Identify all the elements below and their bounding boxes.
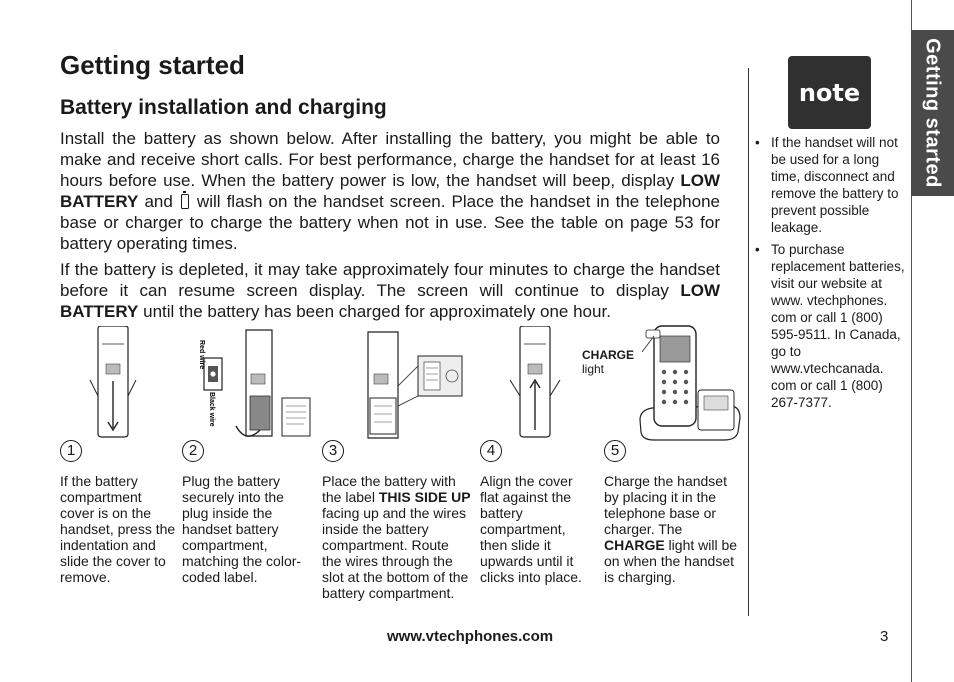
depleted-text-a: If the battery is depleted, it may take approximately four minutes to charge the handset before it can resume screen display. The screen will continue to display [60, 260, 720, 300]
low-battery-text-2: LOW BATTERY [60, 281, 720, 321]
footer-url: www.vtechphones.com [387, 628, 554, 645]
plug-battery-illustration [196, 326, 316, 444]
step-4 [480, 440, 595, 585]
charge-text: CHARGE [604, 537, 665, 553]
step-text-c: facing up and the wires inside the battery compartment. Route the wires through the slot at the bottom of the battery compartment. [322, 505, 469, 601]
battery-icon [181, 194, 189, 209]
page-number: 3 [880, 628, 889, 645]
side-tab-label: Getting started [921, 38, 944, 188]
column-divider [748, 68, 749, 616]
step-number: 4 [480, 440, 502, 462]
intro-text-d: will flash on the handset screen. Place the handset in the telephone base or charger to charge the battery when not in use. See the table on page 53 for battery operating times. [60, 192, 720, 253]
step-1 [60, 440, 178, 585]
place-battery-illustration [362, 326, 472, 444]
step-number: 5 [604, 440, 626, 462]
step-text [604, 473, 744, 585]
intro-paragraph [60, 128, 720, 254]
black-wire-label: Black wire [208, 392, 215, 427]
charge-label-text: CHARGE [582, 348, 635, 362]
note-badge: note [788, 56, 871, 129]
note-item: • To purchase replacement batteries, visit our website at www. vtechphones. com or call 1 (800) 595-9511. In Canada, go to www.vtechcanada. com or call 1 (800) 267-7377. [755, 241, 905, 411]
step-5 [604, 440, 744, 585]
note-list [755, 134, 905, 416]
step-2 [182, 440, 312, 585]
depleted-paragraph [60, 259, 720, 322]
intro-text-c: and [138, 192, 179, 211]
step-text-a: Charge the handset by placing it in the telephone base or charger. The [604, 473, 727, 537]
step-text-c: light will be on when the handset is charging. [604, 537, 738, 585]
step-3 [322, 440, 472, 601]
red-wire-label: Red wire [198, 340, 205, 370]
section-title: Battery installation and charging [60, 96, 387, 119]
intro-text-a: Install the battery as shown below. After installing the battery, you might be able to make and receive short calls. For best performance, charge the handset for at least 16 hours before use. When the battery power is low, the handset will beep, display [60, 129, 720, 190]
charge-light-sub: light [582, 362, 605, 376]
page-title: Getting started [60, 50, 245, 80]
step-number: 3 [322, 440, 344, 462]
step-number: 2 [182, 440, 204, 462]
step-number: 1 [60, 440, 82, 462]
step-text: Align the cover flat against the battery compartment, then slide it upwards until it clicks into place. [480, 473, 582, 585]
depleted-text-c: until the battery has been charged for approximately one hour. [138, 302, 611, 321]
note-item: • If the handset will not be used for a long time, disconnect and remove the battery to prevent possible leakage. [755, 134, 905, 236]
charging-base-illustration [638, 322, 743, 444]
low-battery-text: LOW BATTERY [60, 171, 720, 211]
replace-cover-illustration [508, 326, 568, 438]
handset-remove-cover-illustration [88, 326, 148, 438]
step-text [322, 473, 472, 601]
step-text-a: Place the battery with the label [322, 473, 456, 505]
this-side-up-text: THIS SIDE UP [378, 489, 471, 505]
step-text: Plug the battery securely into the plug inside the handset battery compartment, matching the color-coded label. [182, 473, 302, 585]
step-text: If the battery compartment cover is on the handset, press the indentation and slide the cover to remove. [60, 473, 176, 585]
charge-light-label [582, 348, 634, 376]
